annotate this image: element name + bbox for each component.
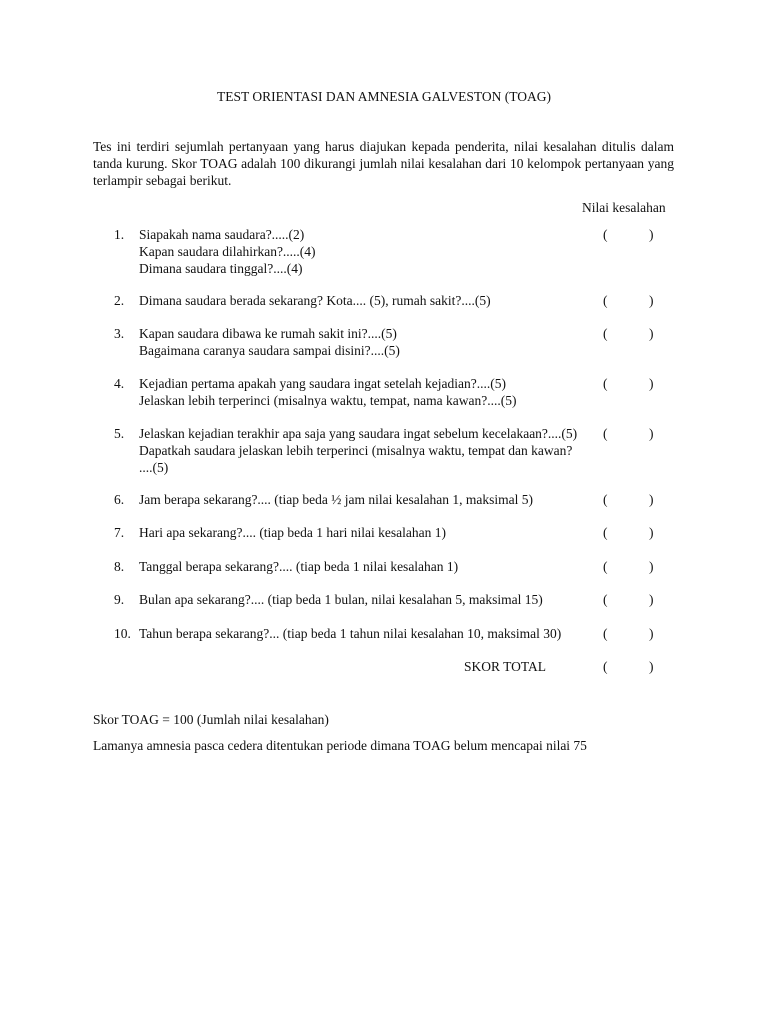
- question-text: [139, 226, 599, 277]
- skor-total-paren-close: ): [649, 659, 654, 674]
- question-line: Dimana saudara berada sekarang? Kota.... (5), rumah sakit?....(5): [139, 293, 491, 308]
- question-line: Tahun berapa sekarang?... (tiap beda 1 tahun nilai kesalahan 10, maksimal 30): [139, 626, 562, 641]
- score-paren-open: (: [603, 293, 608, 308]
- score-paren-open: (: [603, 525, 608, 540]
- score-paren-open: (: [603, 426, 608, 441]
- question-line: Bulan apa sekarang?.... (tiap beda 1 bulan, nilai kesalahan 5, maksimal 15): [139, 592, 543, 607]
- question-text: [139, 425, 599, 476]
- score-paren-close: ): [649, 592, 654, 607]
- question-line: Jelaskan kejadian terakhir apa saja yang saudara ingat sebelum kecelakaan?....(5): [139, 426, 578, 441]
- score-paren-close: ): [649, 326, 654, 341]
- score-paren-open: (: [603, 559, 608, 574]
- footer-formula: Skor TOAG = 100 (Jumlah nilai kesalahan): [93, 712, 329, 727]
- score-paren-open: (: [603, 492, 608, 507]
- score-paren-open: (: [603, 227, 608, 242]
- nilai-kesalahan-header: Nilai kesalahan: [582, 200, 666, 215]
- score-paren-open: (: [603, 376, 608, 391]
- question-line: Jam berapa sekarang?.... (tiap beda ½ jam nilai kesalahan 1, maksimal 5): [139, 492, 533, 507]
- footer-note: Lamanya amnesia pasca cedera ditentukan periode dimana TOAG belum mencapai nilai 75: [93, 738, 587, 753]
- score-paren-close: ): [649, 227, 654, 242]
- question-line: Kejadian pertama apakah yang saudara ingat setelah kejadian?....(5): [139, 376, 506, 391]
- question-number: 10.: [114, 626, 131, 641]
- question-line: Siapakah nama saudara?.....(2): [139, 227, 305, 242]
- question-number: 1.: [114, 227, 125, 242]
- question-line: ....(5): [139, 460, 169, 475]
- score-paren-close: ): [649, 293, 654, 308]
- skor-total-paren-open: (: [603, 659, 608, 674]
- score-paren-close: ): [649, 626, 654, 641]
- question-number: 3.: [114, 326, 125, 341]
- question-text: [139, 558, 599, 575]
- score-paren-open: (: [603, 326, 608, 341]
- question-line: Hari apa sekarang?.... (tiap beda 1 hari nilai kesalahan 1): [139, 525, 446, 540]
- question-text: [139, 292, 599, 309]
- question-line: Bagaimana caranya saudara sampai disini?....(5): [139, 343, 400, 358]
- question-number: 9.: [114, 592, 125, 607]
- question-line: Jelaskan lebih terperinci (misalnya waktu, tempat, nama kawan?....(5): [139, 393, 517, 408]
- score-paren-close: ): [649, 559, 654, 574]
- question-line: Kapan saudara dibawa ke rumah sakit ini?....(5): [139, 326, 397, 341]
- question-text: [139, 625, 599, 642]
- question-text: [139, 491, 599, 508]
- question-text: [139, 591, 599, 608]
- skor-total-label: SKOR TOTAL: [464, 659, 547, 674]
- question-number: 4.: [114, 376, 125, 391]
- question-line: Kapan saudara dilahirkan?.....(4): [139, 244, 316, 259]
- question-number: 7.: [114, 525, 125, 540]
- question-line: Dapatkah saudara jelaskan lebih terperinci (misalnya waktu, tempat dan kawan?: [139, 443, 573, 458]
- question-number: 5.: [114, 426, 125, 441]
- question-line: Tanggal berapa sekarang?.... (tiap beda 1 nilai kesalahan 1): [139, 559, 459, 574]
- question-number: 6.: [114, 492, 125, 507]
- question-text: [139, 375, 599, 409]
- question-number: 8.: [114, 559, 125, 574]
- score-paren-close: ): [649, 525, 654, 540]
- question-text: [139, 524, 599, 541]
- score-paren-open: (: [603, 626, 608, 641]
- question-text: [139, 325, 599, 359]
- score-paren-close: ): [649, 376, 654, 391]
- document-title: TEST ORIENTASI DAN AMNESIA GALVESTON (TOAG): [216, 89, 552, 104]
- intro-paragraph: Tes ini terdiri sejumlah pertanyaan yang harus diajukan kepada penderita, nilai kesalahan ditulis dalam tanda kurung. Skor TOAG adalah 100 dikurangi jumlah nilai kesalahan dari 10 kelompok pertanyaan yang terlampir sebagai berikut.: [93, 139, 674, 188]
- question-line: Dimana saudara tinggal?....(4): [139, 261, 303, 276]
- score-paren-close: ): [649, 426, 654, 441]
- question-number: 2.: [114, 293, 125, 308]
- score-paren-open: (: [603, 592, 608, 607]
- score-paren-close: ): [649, 492, 654, 507]
